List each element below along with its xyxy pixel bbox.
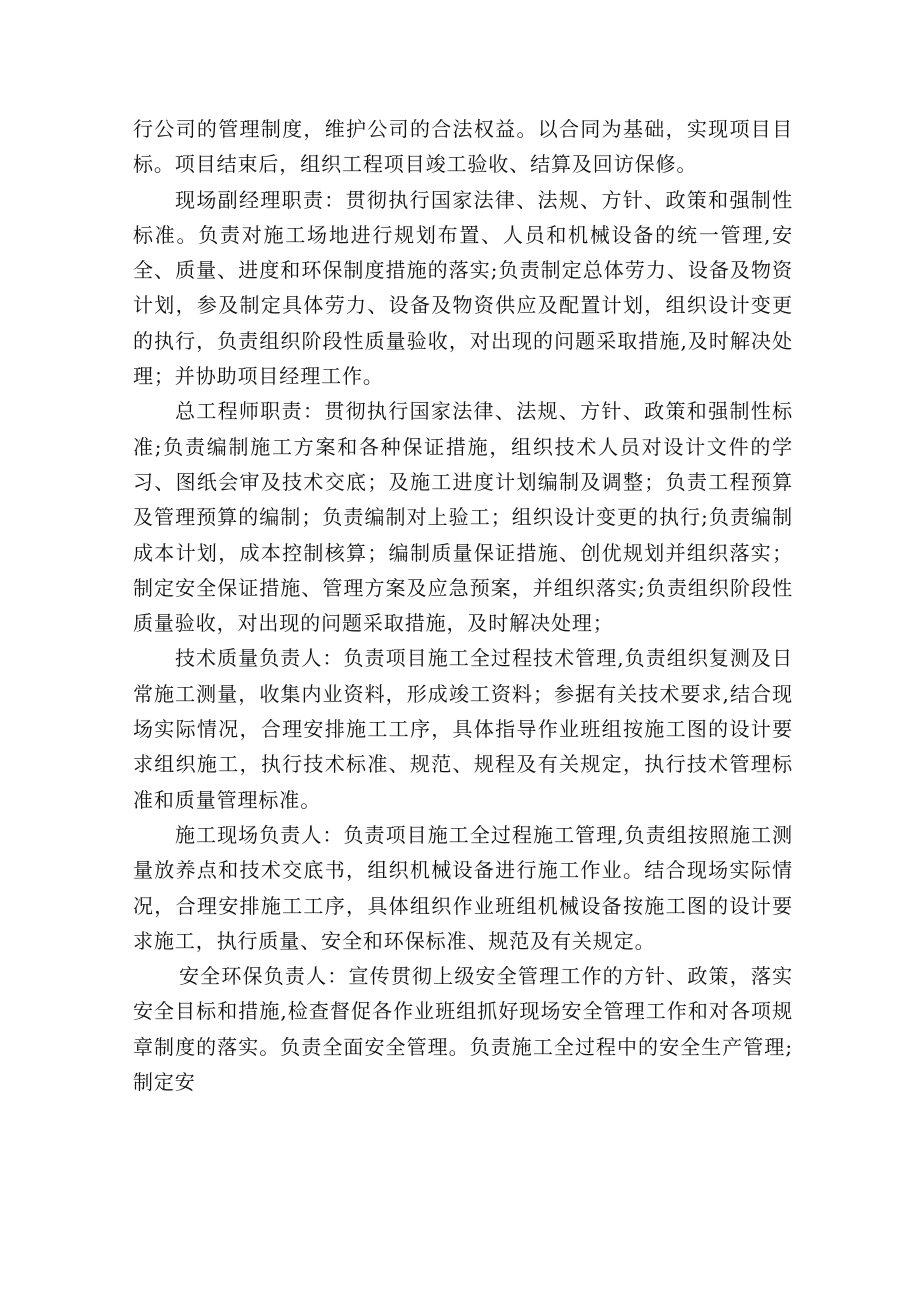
paragraph-technical-quality-lead-duties: 技术质量负责人：负责项目施工全过程技术管理,负责组织复测及日常施工测量，收集内业资料，形成竣工资料；参据有关技术要求,结合现场实际情况，合理安排施工工序，具体指导作业班组按施工图的设计要求组织施工，执行技术标准、规范、规程及有关规定，执行技术管理标准和质量管理标准。 xyxy=(133,646,793,812)
paragraph-deputy-site-manager-duties: 现场副经理职责：贯彻执行国家法律、法规、方针、政策和强制性标准。负责对施工场地进行规划布置、人员和机械设备的统一管理,安全、质量、进度和环保制度措施的落实;负责制定总体劳力、设备及物资计划，参及制定具体劳力、设备及物资供应及配置计划，组织设计变更的执行，负责组织阶段性质量验收，对出现的问题采取措施,及时解决处理；并协助项目经理工作。 xyxy=(133,187,793,389)
paragraph-continuation: 行公司的管理制度，维护公司的合法权益。以合同为基础，实现项目目标。项目结束后，组织工程项目竣工验收、结算及回访保修。 xyxy=(133,117,793,177)
paragraph-chief-engineer-duties: 总工程师职责：贯彻执行国家法律、法规、方针、政策和强制性标准;负责编制施工方案和各种保证措施，组织技术人员对设计文件的学习、图纸会审及技术交底；及施工进度计划编制及调整；负责工程预算及管理预算的编制；负责编制对上验工；组织设计变更的执行;负责编制成本计划，成本控制核算；编制质量保证措施、创优规划并组织落实；制定安全保证措施、管理方案及应急预案，并组织落实;负责组织阶段性质量验收，对出现的问题采取措施，及时解决处理； xyxy=(133,399,793,636)
paragraph-construction-site-lead-duties: 施工现场负责人：负责项目施工全过程施工管理,负责组按照施工测量放养点和技术交底书，组织机械设备进行施工作业。结合现场实际情况，合理安排施工工序，具体组织作业班组机械设备按施工图的设计要求施工，执行质量、安全和环保标准、规范及有关规定。 xyxy=(133,822,793,953)
paragraph-safety-environment-lead-duties: 安全环保负责人：宣传贯彻上级安全管理工作的方针、政策，落实安全目标和措施,检查督促各作业班组抓好现场安全管理工作和对各项规章制度的落实。负责全面安全管理。负责施工全过程中的安全生产管理;制定安 xyxy=(133,964,793,1095)
document-body xyxy=(133,112,793,1100)
